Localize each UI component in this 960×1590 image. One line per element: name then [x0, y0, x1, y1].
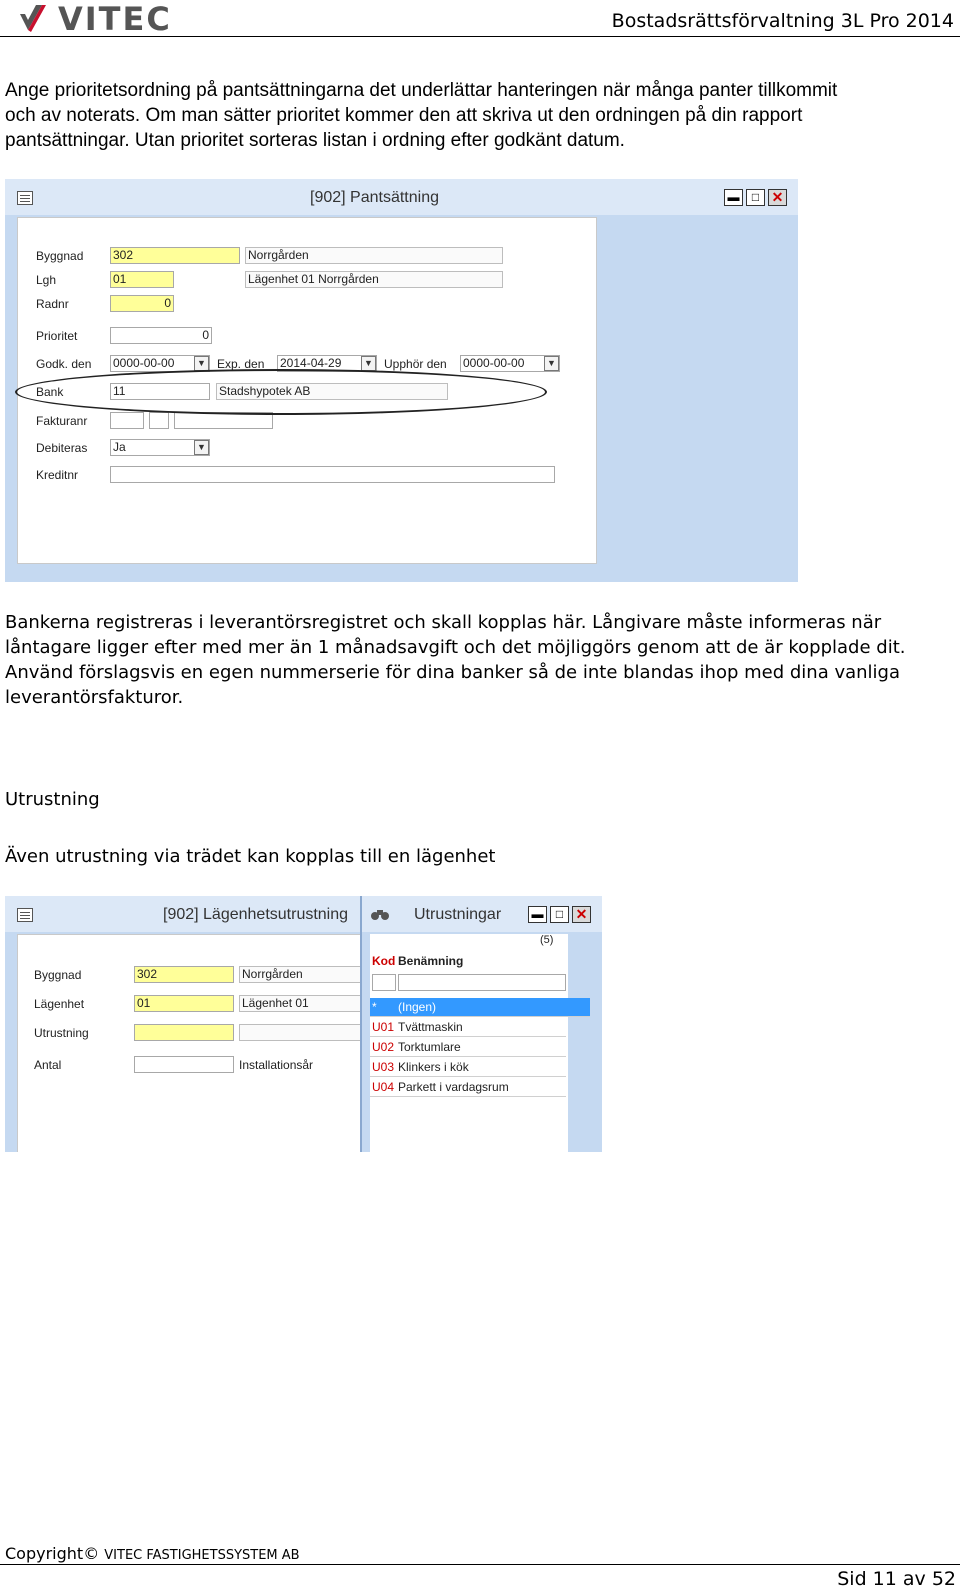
list-item[interactable] [370, 1018, 566, 1037]
chevron-down-icon[interactable]: ▼ [194, 440, 209, 455]
intro-line: och av noterats. Om man sätter prioritet kommer den att skriva ut den ordningen på din rapport [5, 105, 803, 126]
bank-paragraph [5, 610, 950, 710]
kod-filter-input[interactable] [372, 974, 396, 991]
column-header-benamning[interactable]: Benämning [398, 954, 464, 968]
kreditnr-field[interactable] [110, 466, 555, 483]
chevron-down-icon[interactable]: ▼ [361, 356, 376, 371]
godk-den-field[interactable]: 0000-00-00 [110, 355, 210, 372]
byggnad-label: Byggnad [34, 968, 82, 982]
antal-field[interactable] [134, 1056, 234, 1073]
logo-wordmark: VITEC [58, 2, 172, 34]
vitec-checkmark-icon [20, 5, 46, 32]
lookup-window-title: Utrustningar [414, 906, 502, 923]
list-item-name: (Ingen) [398, 1000, 437, 1014]
page-number: Sid 11 av 52 [837, 1568, 956, 1590]
kreditnr-label: Kreditnr [36, 468, 79, 482]
exp-den-label: Exp. den [217, 357, 265, 371]
lookup-titlebar [362, 896, 602, 932]
prioritet-field[interactable]: 0 [110, 327, 212, 344]
bank-line: Använd förslagsvis en egen nummerserie för dina banker så de inte blandas ihop med dina vanliga [5, 662, 900, 683]
bank-code-field[interactable]: 11 [110, 383, 210, 400]
lgh-code-field[interactable]: 01 [110, 271, 174, 288]
lagenhet-name-field: Lägenhet 01 [239, 995, 363, 1012]
fakturanr-field-2[interactable] [149, 412, 169, 429]
installationsar-label: Installationsår [239, 1058, 314, 1072]
radnr-label: Radnr [36, 297, 69, 311]
copyright-symbol: © [83, 1544, 100, 1563]
list-item-name: Tvättmaskin [398, 1020, 463, 1034]
bank-name-field: Stadshypotek AB [216, 383, 448, 400]
column-header-kod[interactable]: Kod [372, 954, 396, 968]
footer-rule [0, 1564, 960, 1565]
lookup-list [370, 934, 568, 1152]
godk-den-label: Godk. den [36, 357, 92, 371]
lagenhet-code-field[interactable]: 01 [134, 995, 234, 1012]
vitec-logo [18, 2, 213, 34]
prioritet-label: Prioritet [36, 329, 78, 343]
window-menu-icon[interactable] [17, 191, 33, 205]
list-item-name: Parkett i vardagsrum [398, 1080, 509, 1094]
equipment-form-panel [17, 934, 364, 1152]
utrustning-label: Utrustning [34, 1026, 89, 1040]
pledge-window-title: [902] Pantsättning [310, 189, 439, 206]
byggnad-name-field: Norrgården [245, 247, 503, 264]
byggnad-code-field[interactable]: 302 [110, 247, 240, 264]
lgh-name-field: Lägenhet 01 Norrgården [245, 271, 503, 288]
list-item-kod: U04 [372, 1080, 395, 1094]
bank-label: Bank [36, 385, 64, 399]
section-text: Även utrustning via trädet kan kopplas till en lägenhet [5, 846, 496, 867]
lgh-label: Lgh [36, 273, 57, 287]
upphor-den-label: Upphör den [384, 357, 447, 371]
lagenhet-label: Lägenhet [34, 997, 85, 1011]
close-button[interactable]: ✕ [768, 189, 787, 206]
bank-line: leverantörsfakturor. [5, 687, 184, 708]
maximize-button[interactable]: □ [550, 906, 569, 923]
list-item-name: Torktumlare [398, 1040, 461, 1054]
byggnad-name-field: Norrgården [239, 966, 363, 983]
list-item[interactable] [370, 998, 590, 1017]
maximize-button[interactable]: □ [746, 189, 765, 206]
window-menu-icon[interactable] [17, 908, 33, 922]
pledge-titlebar [5, 179, 798, 215]
footer-copyright [5, 1544, 300, 1563]
equipment-screenshot [5, 896, 602, 1152]
company-name: VITEC FASTIGHETSSYSTEM AB [104, 1548, 300, 1563]
list-item-kod: * [372, 1000, 377, 1014]
list-item-kod: U03 [372, 1060, 395, 1074]
section-heading: Utrustning [5, 789, 100, 810]
radnr-field[interactable]: 0 [110, 295, 174, 312]
list-item[interactable] [370, 1058, 566, 1077]
close-button[interactable]: ✕ [572, 906, 591, 923]
exp-den-field[interactable]: 2014-04-29 [277, 355, 377, 372]
fakturanr-field-1[interactable] [110, 412, 144, 429]
chevron-down-icon[interactable]: ▼ [544, 356, 559, 371]
equipment-window-title: [902] Lägenhetsutrustning [163, 906, 349, 923]
bank-line: låntagare ligger efter med mer än 1 månadsavgift och det möjliggörs genom att de är kopplade dit. [5, 637, 906, 658]
byggnad-label: Byggnad [36, 249, 84, 263]
header-rule [0, 36, 960, 37]
upphor-den-field[interactable]: 0000-00-00 [460, 355, 560, 372]
pledge-window [5, 179, 798, 582]
highlight-ellipse [15, 369, 547, 415]
lookup-window [360, 896, 602, 1152]
intro-paragraph [5, 78, 950, 153]
utrustning-name-field [239, 1024, 363, 1041]
minimize-button[interactable]: ▬ [724, 189, 743, 206]
intro-line: Ange prioritetsordning på pantsättningarna det underlättar hanteringen när många panter tillkommit [5, 80, 838, 101]
benamning-filter-input[interactable] [398, 974, 566, 991]
list-item-name: Klinkers i kök [398, 1060, 469, 1074]
fakturanr-label: Fakturanr [36, 414, 88, 428]
record-count: (5) [540, 934, 554, 946]
chevron-down-icon[interactable]: ▼ [194, 356, 209, 371]
equipment-titlebar [5, 896, 360, 932]
antal-label: Antal [34, 1058, 62, 1072]
minimize-button[interactable]: ▬ [528, 906, 547, 923]
list-item-kod: U01 [372, 1020, 395, 1034]
debiteras-select[interactable]: Ja [110, 439, 210, 456]
document-title: Bostadsrättsförvaltning 3L Pro 2014 [611, 10, 954, 32]
intro-line: pantsättningar. Utan prioritet sorteras listan i ordning efter godkänt datum. [5, 130, 625, 151]
list-item-kod: U02 [372, 1040, 395, 1054]
bank-line: Bankerna registreras i leverantörsregistret och skall kopplas här. Långivare måste informeras när [5, 612, 882, 633]
utrustning-field[interactable] [134, 1024, 234, 1041]
list-item[interactable] [370, 1078, 566, 1097]
copyright-word: Copyright [5, 1544, 84, 1563]
list-item[interactable] [370, 1038, 566, 1057]
debiteras-label: Debiteras [36, 441, 88, 455]
binoculars-icon [370, 906, 390, 922]
byggnad-code-field[interactable]: 302 [134, 966, 234, 983]
